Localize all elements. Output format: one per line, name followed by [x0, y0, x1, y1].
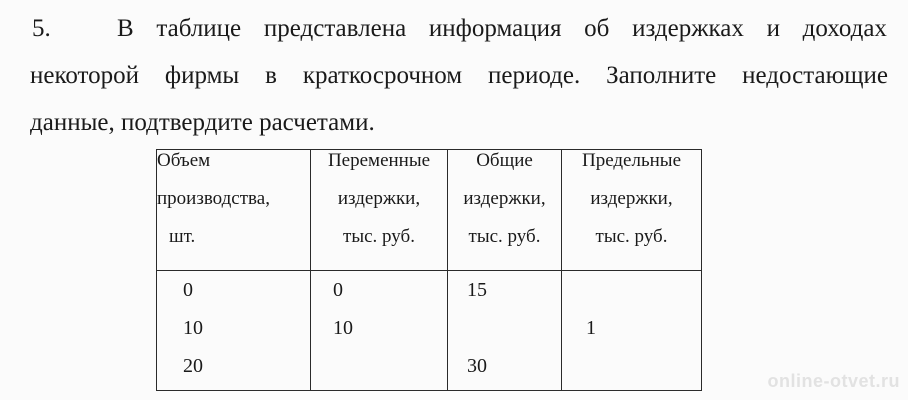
header-text: Общие	[476, 150, 533, 171]
header-text: Переменные	[327, 150, 431, 171]
word: Заполните	[606, 62, 717, 89]
header-text: Объем	[157, 150, 211, 171]
task-text-line-2	[30, 61, 888, 91]
header-variable-costs	[311, 150, 448, 271]
table-cell-empty	[562, 347, 701, 385]
header-text: тыс. руб.	[343, 226, 415, 247]
header-output-volume	[157, 150, 311, 271]
word: таблице	[156, 15, 242, 42]
table-cell: 10	[333, 317, 353, 339]
header-text: шт.	[169, 226, 196, 247]
table-cell: 0	[333, 279, 343, 301]
table-cell: 15	[467, 279, 487, 301]
table-cell: 30	[467, 355, 487, 377]
word: краткосрочном	[302, 62, 463, 89]
table-cell-empty	[448, 309, 561, 347]
table-header-row	[157, 150, 702, 271]
word: представлена	[263, 15, 407, 42]
word: и	[766, 15, 780, 42]
table-cell: 10	[183, 317, 203, 339]
header-total-costs	[448, 150, 562, 271]
column-variable-costs	[311, 271, 448, 391]
word: фирмы	[164, 62, 240, 89]
header-text: тыс. руб.	[468, 226, 541, 247]
cost-table	[156, 149, 702, 391]
word: В	[117, 15, 134, 42]
word: некоторой	[30, 62, 139, 89]
header-text: тыс. руб.	[595, 226, 668, 247]
header-text: издержки,	[590, 188, 673, 209]
word: недостающие	[742, 62, 888, 89]
header-marginal-costs	[562, 150, 702, 271]
table-body-row	[157, 271, 702, 391]
table-cell: 20	[183, 355, 203, 377]
column-output-volume	[157, 271, 311, 391]
table-cell: 0	[183, 279, 193, 301]
column-marginal-costs	[562, 271, 702, 391]
word: в	[265, 62, 277, 89]
word: периоде.	[488, 62, 581, 89]
task-text-line-3: данные, подтвердите расчетами.	[30, 109, 375, 136]
task-number: 5.	[32, 15, 51, 42]
header-text: издержки,	[463, 188, 546, 209]
word: об	[584, 15, 610, 42]
header-text: производства,	[157, 188, 270, 209]
word: информация	[428, 15, 562, 42]
header-text: издержки,	[337, 188, 421, 209]
task-text-line-1	[117, 14, 887, 44]
word: доходах	[802, 15, 887, 42]
column-total-costs	[448, 271, 562, 391]
watermark: online-otvet.ru	[767, 371, 900, 391]
table-cell-empty	[311, 347, 447, 385]
word: издержках	[632, 15, 744, 42]
table-cell-empty	[562, 271, 701, 309]
table-cell: 1	[586, 317, 596, 339]
header-text: Предельные	[581, 150, 682, 171]
